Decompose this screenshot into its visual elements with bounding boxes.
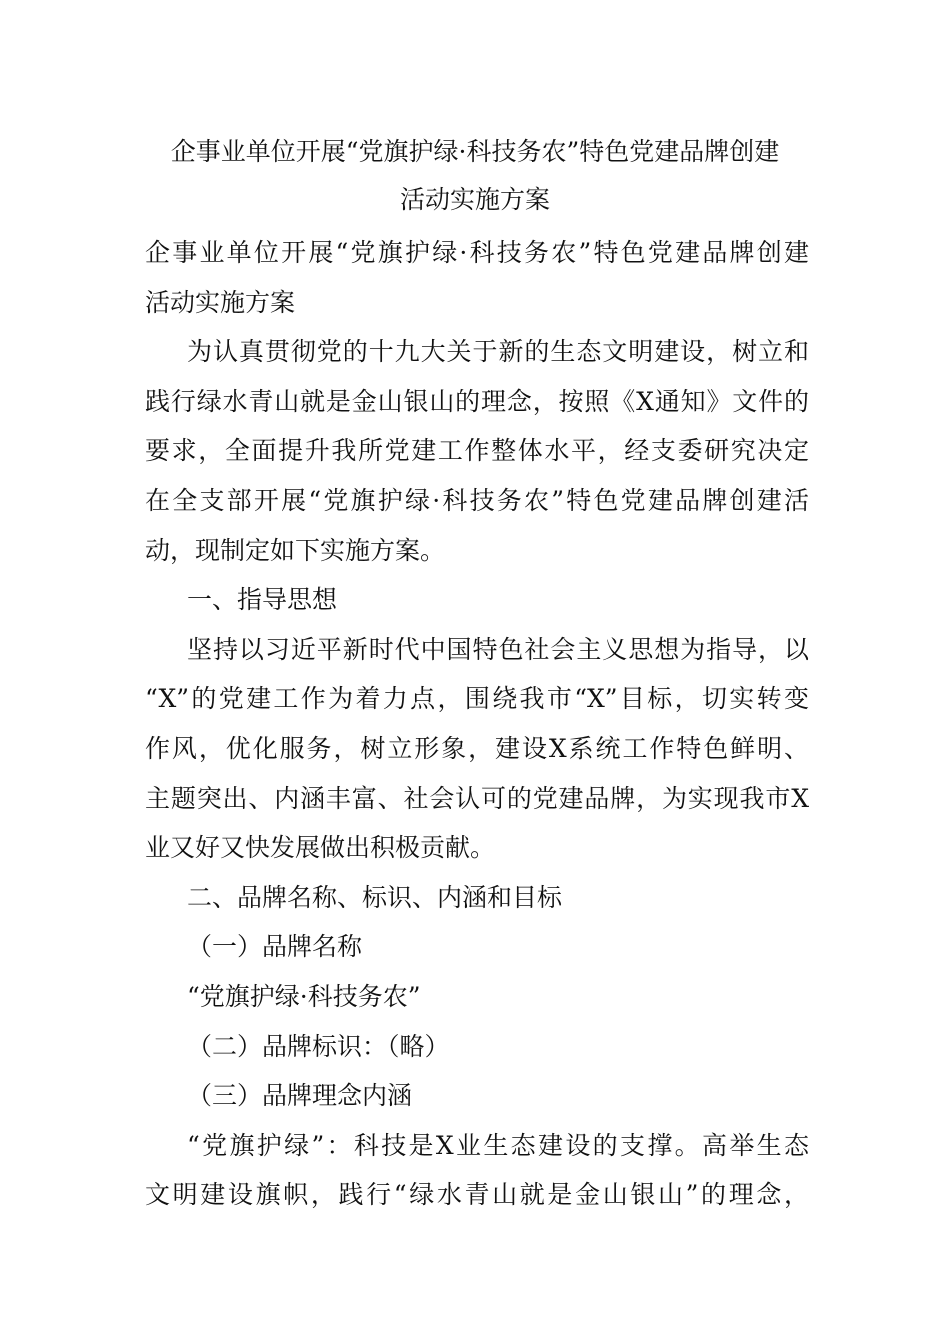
body-line: 作风，优化服务，树立形象，建设X系统工作特色鲜明、 (145, 733, 809, 763)
body-line: 坚持以习近平新时代中国特色社会主义思想为指导，以 (187, 634, 809, 664)
body-line: 在全支部开展“党旗护绿·科技务农”特色党建品牌创建活 (145, 485, 809, 515)
body-line: （三）品牌理念内涵 (187, 1081, 413, 1111)
title-line-2: 活动实施方案 (399, 185, 550, 214)
title-line-1: 企事业单位开展“党旗护绿·科技务农”特色党建品牌创建 (170, 137, 780, 166)
body-line: 一、指导思想 (187, 585, 338, 615)
body-line: 文明建设旗帜，践行“绿水青山就是金山银山”的理念， (145, 1180, 809, 1210)
body-line: 主题突出、内涵丰富、社会认可的党建品牌，为实现我市X (145, 783, 809, 813)
body-line: 企事业单位开展“党旗护绿·科技务农”特色党建品牌创建 (145, 238, 809, 267)
body-line: 业又好又快发展做出积极贡献。 (145, 833, 496, 863)
body-line: “党旗护绿”：科技是X业生态建设的支撑。高举生态 (187, 1130, 809, 1160)
body-line: 践行绿水青山就是金山银山的理念，按照《X通知》文件的 (145, 386, 809, 416)
body-line: 动，现制定如下实施方案。 (145, 535, 446, 565)
body-line: （二）品牌标识：（略） (187, 1031, 450, 1061)
document-body (145, 228, 809, 1220)
body-line: “X”的党建工作为着力点，围绕我市“X”目标，切实转变 (145, 684, 809, 714)
body-line: 二、品牌名称、标识、内涵和目标 (187, 882, 563, 912)
body-line: “党旗护绿·科技务农” (187, 981, 421, 1011)
body-line: 活动实施方案 (145, 287, 296, 317)
body-line: （一）品牌名称 (187, 932, 363, 962)
body-line: 要求，全面提升我所党建工作整体水平，经支委研究决定 (145, 436, 809, 466)
document-title (100, 128, 850, 224)
body-line: 为认真贯彻党的十九大关于新的生态文明建设，树立和 (187, 337, 809, 367)
